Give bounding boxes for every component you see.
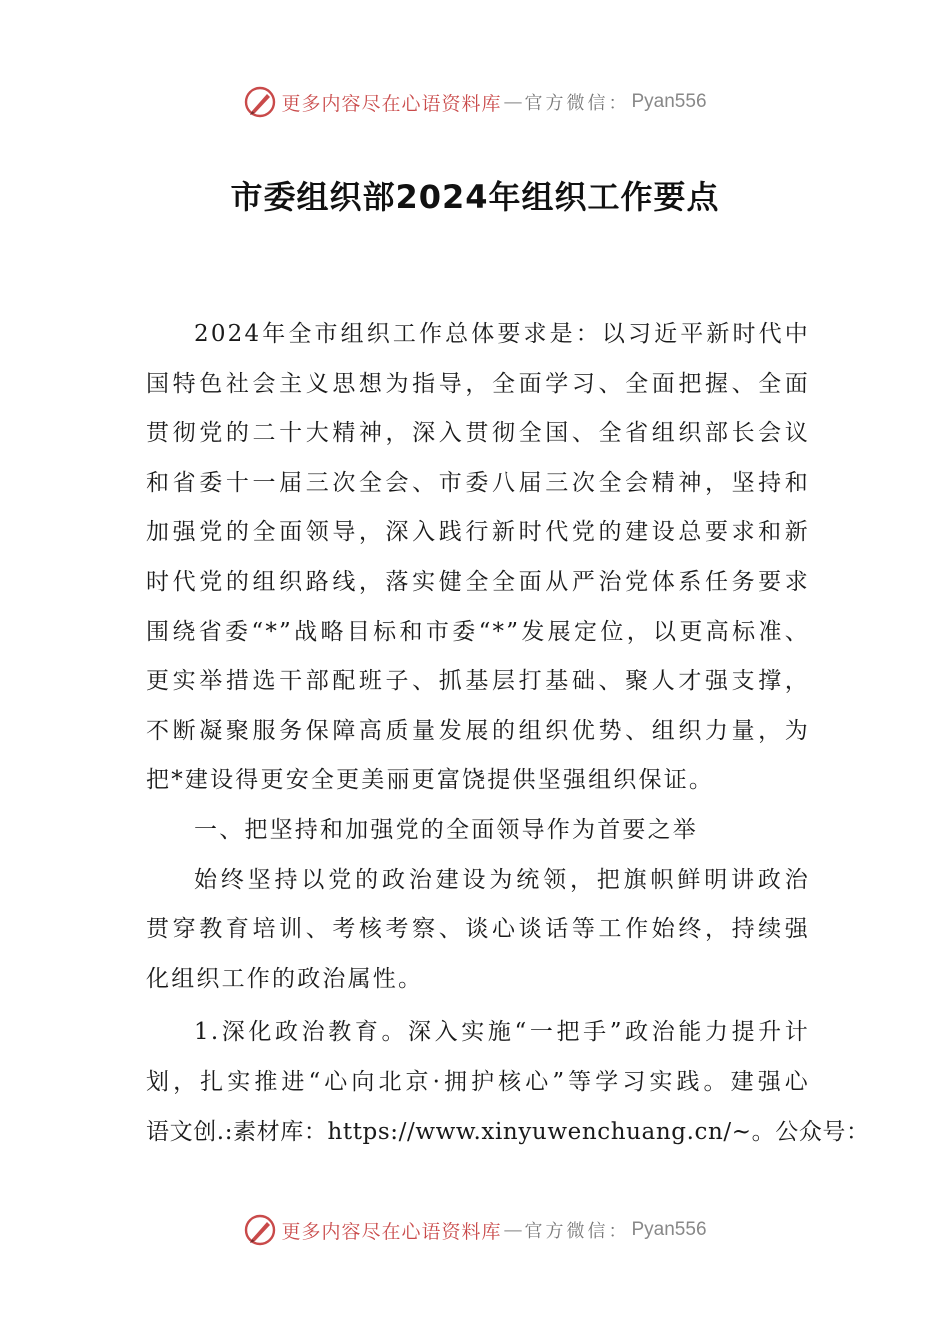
watermark-footer — [0, 1210, 950, 1250]
text-line: 不断凝聚服务保障高质量发展的组织优势、组织力量，为 — [146, 717, 810, 744]
text-line: 和省委十一届三次全会、市委八届三次全会精神，坚持和 — [146, 469, 810, 496]
section-heading-1 — [146, 806, 810, 856]
watermark-brand: 更多内容尽在心语资料库 — [281, 1220, 502, 1243]
text-line: 2024年全市组织工作总体要求是：以习近平新时代中 — [194, 321, 810, 347]
pen-logo-icon — [243, 1213, 277, 1247]
text-line: 围绕省委“*”战略目标和市委“*”发展定位，以更高标准、 — [146, 618, 810, 645]
document-title: 市委组织部2024年组织工作要点 — [230, 178, 720, 216]
text-line: 语文创.:素材库：https://www.xinyuwenchuang.cn/~。公众号： — [146, 1118, 870, 1145]
pen-logo-icon — [243, 85, 277, 119]
text-line: 始终坚持以党的政治建设为统领，把旗帜鲜明讲政治 — [194, 866, 810, 893]
text-line: 1.深化政治教育。深入实施“一把手”政治能力提升计 — [194, 1019, 810, 1046]
watermark-label: 官方微信： — [524, 1221, 630, 1242]
document-body — [146, 310, 870, 1157]
text-line: 化组织工作的政治属性。 — [146, 965, 424, 992]
text-line: 加强党的全面领导，深入践行新时代党的建设总要求和新 — [146, 519, 810, 546]
paragraph-intro — [146, 310, 810, 806]
watermark-label: 官方微信： — [524, 93, 630, 114]
text-line: 贯彻党的二十大精神，深入贯彻全国、全省组织部长会议 — [146, 420, 810, 447]
text-line: 划，扎实推进“心向北京·拥护核心”等学习实践。建强心 — [146, 1068, 810, 1095]
watermark-dash: — — [503, 1219, 523, 1241]
text-line: 把*建设得更安全更美丽更富饶提供坚强组织保证。 — [146, 767, 715, 794]
paragraph-section-1 — [146, 856, 810, 1005]
paragraph-item-1 — [146, 1008, 870, 1157]
watermark-wechat-id: Pyan556 — [631, 91, 707, 112]
text-line: 国特色社会主义思想为指导，全面学习、全面把握、全面 — [146, 370, 810, 397]
section-heading: 一、把坚持和加强党的全面领导作为首要之举 — [194, 816, 698, 843]
text-line: 时代党的组织路线，落实健全全面从严治党体系任务要求 — [146, 568, 810, 595]
text-line: 贯穿教育培训、考核考察、谈心谈话等工作始终，持续强 — [146, 916, 810, 943]
watermark-dash: — — [503, 91, 523, 113]
watermark-header — [0, 82, 950, 122]
watermark-wechat-id: Pyan556 — [631, 1219, 707, 1240]
text-line: 更实举措选干部配班子、抓基层打基础、聚人才强支撑， — [146, 668, 810, 695]
watermark-brand: 更多内容尽在心语资料库 — [281, 92, 502, 115]
